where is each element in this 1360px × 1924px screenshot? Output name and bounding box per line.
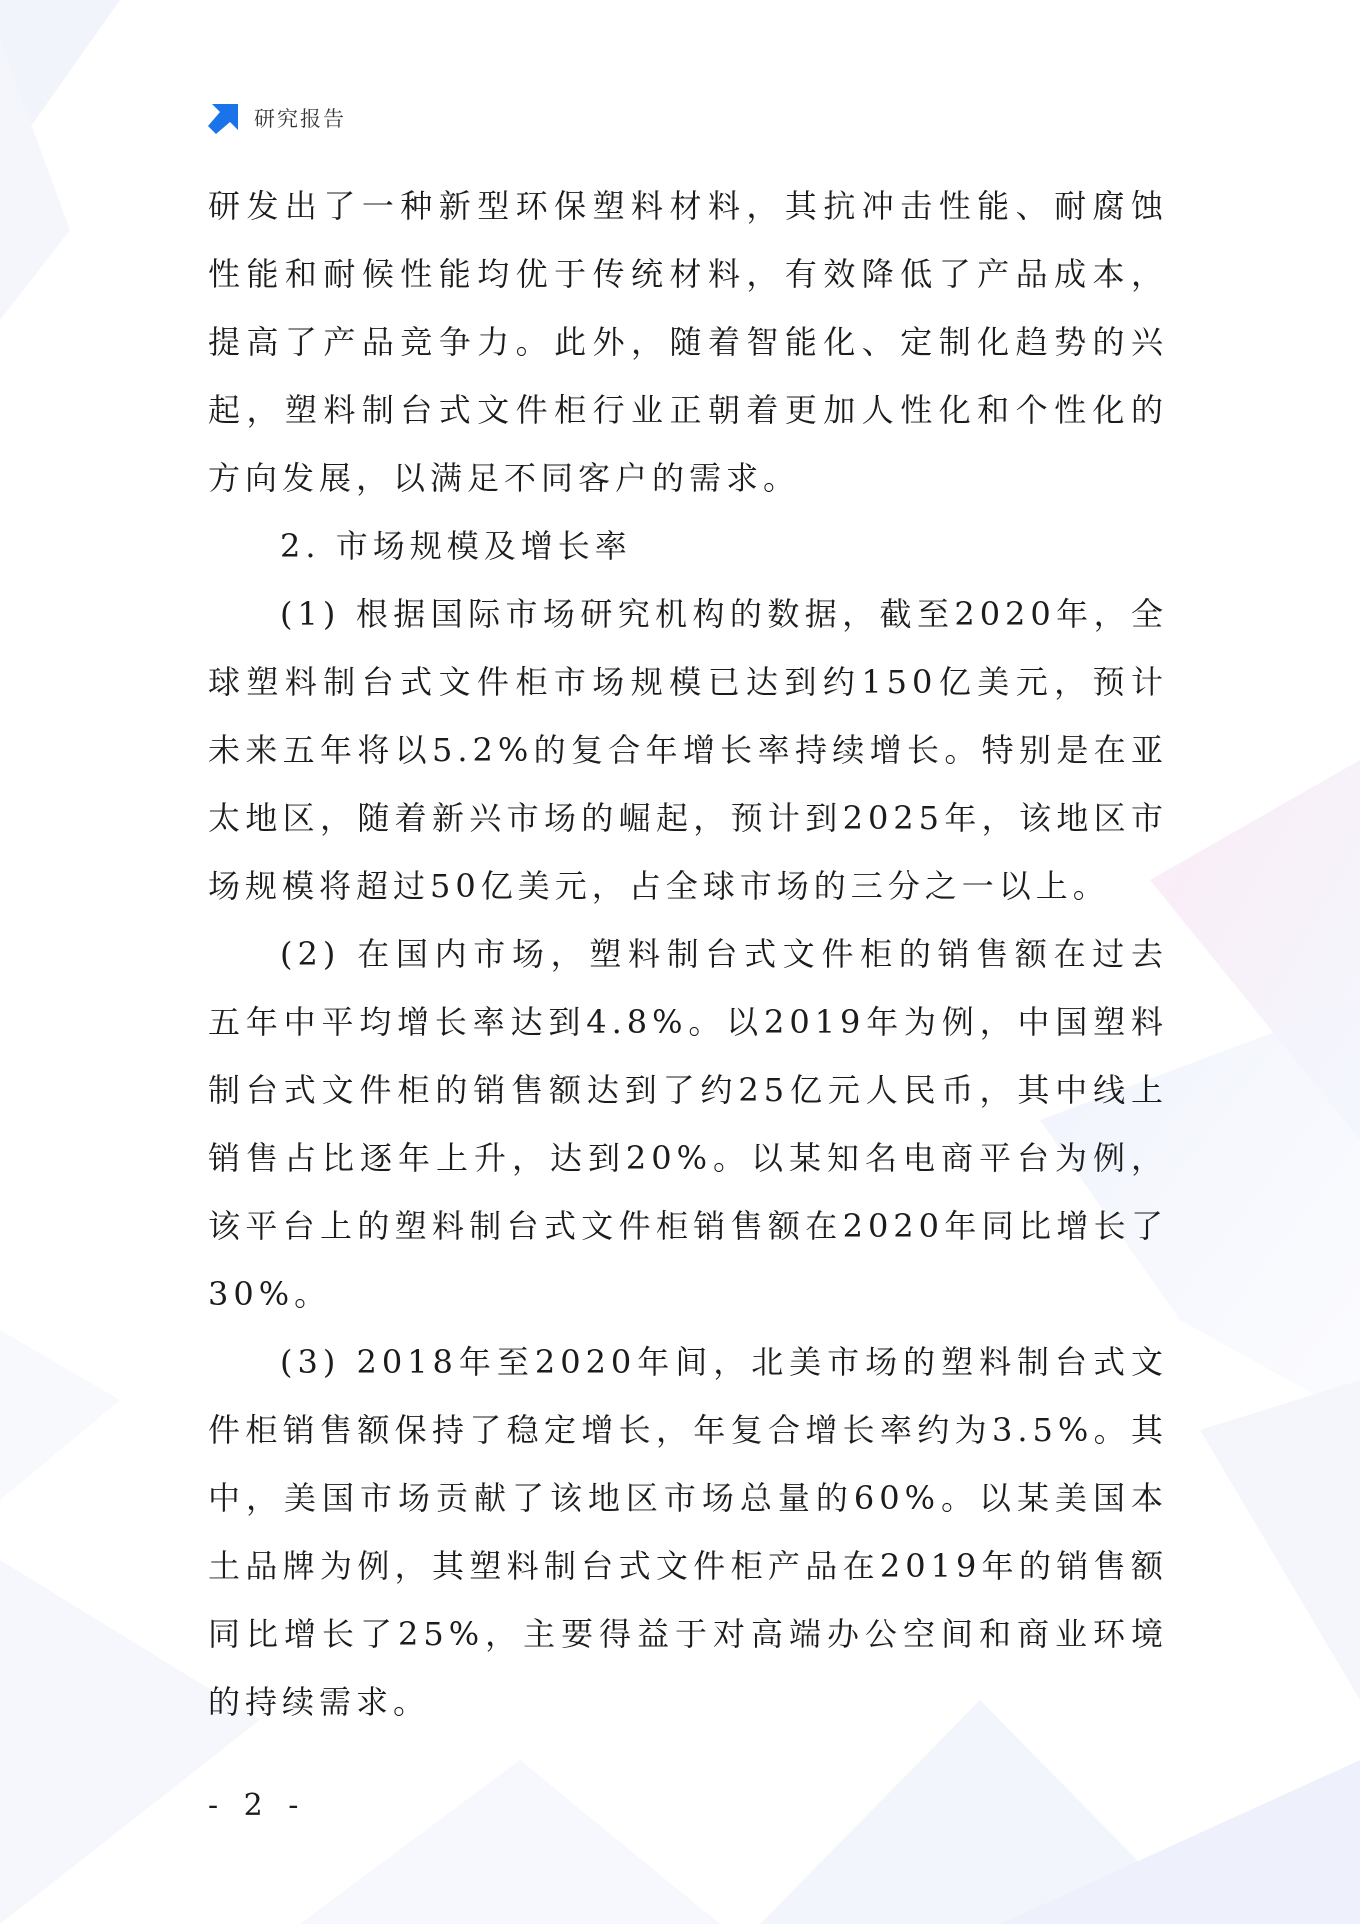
paragraph-1: (1) 根据国际市场研究机构的数据，截至2020年，全球塑料制台式文件柜市场规模已达到约150亿美元，预计未来五年将以5.2%的复合年增长率持续增长。特别是在亚太地区，随着新兴市场的崛起，预计到2025年，该地区市场规模将超过50亿美元，占全球市场的三分之一以上。 xyxy=(208,595,1168,905)
paragraph-3: (3) 2018年至2020年间，北美市场的塑料制台式文件柜销售额保持了稳定增长，年复合增长率约为3.5%。其中，美国市场贡献了该地区市场总量的60%。以某美国本土品牌为例，其塑料制台式文件柜产品在2019年的销售额同比增长了25%，主要得益于对高端办公空间和商业环境的持续需求。 xyxy=(208,1343,1168,1721)
document-body xyxy=(208,172,1168,1736)
intro-paragraph: 研发出了一种新型环保塑料材料，其抗冲击性能、耐腐蚀性能和耐候性能均优于传统材料，有效降低了产品成本，提高了产品竞争力。此外，随着智能化、定制化趋势的兴起，塑料制台式文件柜行业正朝着更加人性化和个性化的方向发展，以满足不同客户的需求。 xyxy=(208,187,1168,497)
section-heading: 2. 市场规模及增长率 xyxy=(280,527,632,565)
report-header xyxy=(206,98,346,138)
header-title: 研究报告 xyxy=(254,107,346,131)
paragraph-2: (2) 在国内市场，塑料制台式文件柜的销售额在过去五年中平均增长率达到4.8%。以2019年为例，中国塑料制台式文件柜的销售额达到了约25亿元人民币，其中线上销售占比逐年上升，达到20%。以某知名电商平台为例，该平台上的塑料制台式文件柜销售额在2020年同比增长了30%。 xyxy=(208,935,1168,1313)
page-number: - 2 - xyxy=(208,1788,307,1823)
arrow-up-right-icon xyxy=(206,100,242,136)
